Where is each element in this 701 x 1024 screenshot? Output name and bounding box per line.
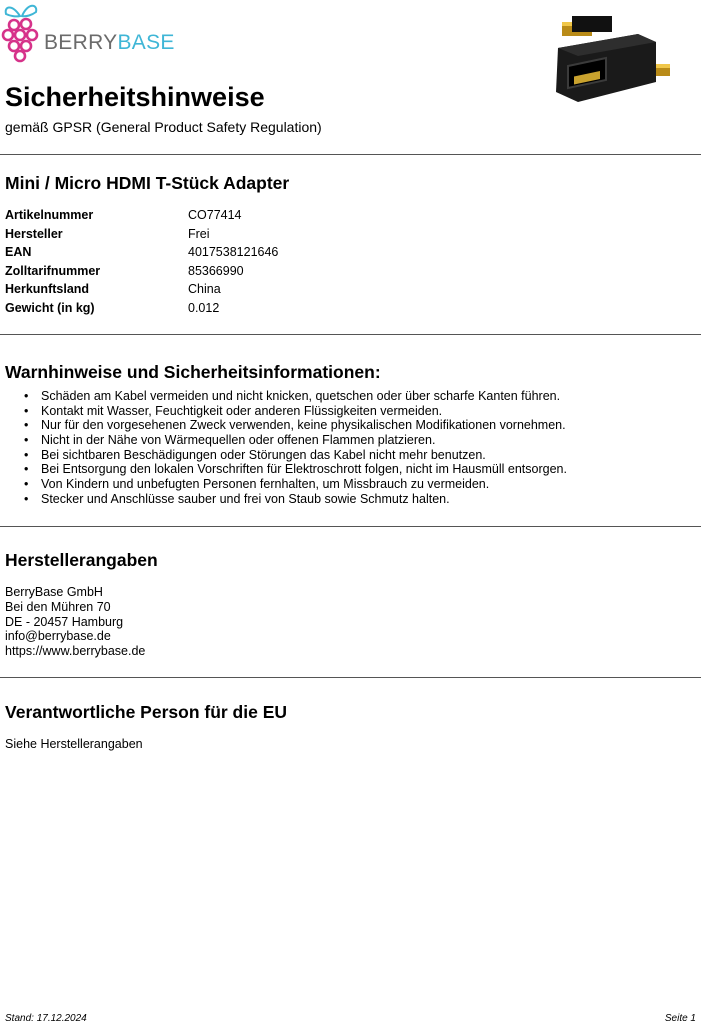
spec-row-ean xyxy=(5,243,278,262)
bullet: • xyxy=(24,433,29,448)
spec-label: Herkunftsland xyxy=(5,282,90,296)
manufacturer-address xyxy=(5,585,145,659)
brand-wordmark-part1: BERRY xyxy=(44,31,118,54)
bullet: • xyxy=(24,447,29,462)
list-item xyxy=(24,477,567,492)
list-item xyxy=(24,418,567,433)
brand-wordmark xyxy=(44,31,175,55)
spec-row-weight xyxy=(5,299,278,318)
bullet: • xyxy=(24,418,29,433)
warning-text: Schäden am Kabel vermeiden und nicht knicken, quetschen oder über scharfe Kanten führen. xyxy=(41,389,561,403)
spec-label: EAN xyxy=(5,245,32,259)
manufacturer-city: DE - 20457 Hamburg xyxy=(5,614,124,629)
spec-label: Zolltarifnummer xyxy=(5,263,101,278)
warnings-title: Warnhinweise und Sicherheitsinformationen: xyxy=(5,362,381,382)
spec-row-article-number xyxy=(5,206,278,225)
warning-text: Stecker und Anschlüsse sauber und frei von Staub sowie Schmutz halten. xyxy=(41,491,450,506)
spec-label: Artikelnummer xyxy=(5,208,94,222)
manufacturer-email: info@berrybase.de xyxy=(5,629,111,644)
warning-text: Nur für den vorgesehenen Zweck verwenden, keine physikalischen Modifikationen vornehmen. xyxy=(41,418,566,433)
list-item xyxy=(24,404,567,419)
divider xyxy=(0,334,701,335)
bullet: • xyxy=(24,389,29,403)
brand-wordmark-part2: BASE xyxy=(117,31,175,54)
manufacturer-website: https://www.berrybase.de xyxy=(5,644,146,659)
spec-value: 4017538121646 xyxy=(188,245,279,259)
manufacturer-title: Herstellerangaben xyxy=(5,550,158,570)
footer-page-number: Seite 1 xyxy=(664,1013,696,1024)
list-item xyxy=(24,448,567,463)
bullet: • xyxy=(24,477,29,492)
brand-logo xyxy=(0,0,180,70)
warning-text: Nicht in der Nähe von Wärmequellen oder offenen Flammen platzieren. xyxy=(41,433,436,448)
warning-text: Bei sichtbaren Beschädigungen oder Störungen das Kabel nicht mehr benutzen. xyxy=(41,447,486,462)
eu-text: Siehe Herstellerangaben xyxy=(5,737,143,751)
spec-label: Gewicht (in kg) xyxy=(5,300,95,315)
berry-logo-icon xyxy=(0,0,44,66)
spec-value: 85366990 xyxy=(188,263,244,278)
list-item xyxy=(24,462,567,477)
spec-table xyxy=(5,206,278,317)
spec-row-manufacturer xyxy=(5,225,278,244)
bullet: • xyxy=(24,462,29,477)
product-title: Mini / Micro HDMI T-Stück Adapter xyxy=(5,173,290,193)
manufacturer-street: Bei den Mühren 70 xyxy=(5,599,111,614)
footer-date: Stand: 17.12.2024 xyxy=(5,1013,87,1024)
warning-text: Bei Entsorgung den lokalen Vorschriften für Elektroschrott folgen, nicht im Hausmüll entsorgen. xyxy=(41,462,567,477)
spec-value: CO77414 xyxy=(188,208,242,222)
list-item xyxy=(24,389,567,404)
list-item xyxy=(24,433,567,448)
spec-value: China xyxy=(188,282,221,296)
spec-row-customs-number xyxy=(5,262,278,281)
eu-title: Verantwortliche Person für die EU xyxy=(5,702,288,722)
spec-value: 0.012 xyxy=(188,300,220,315)
divider xyxy=(0,154,701,155)
bullet: • xyxy=(24,491,29,506)
page-title: Sicherheitshinweise xyxy=(5,82,265,112)
warnings-list xyxy=(24,389,567,507)
page-subtitle: gemäß GPSR (General Product Safety Regulation) xyxy=(5,119,322,135)
divider xyxy=(0,526,701,527)
manufacturer-name: BerryBase GmbH xyxy=(5,585,103,599)
bullet: • xyxy=(24,403,29,418)
spec-label: Hersteller xyxy=(5,226,63,241)
spec-value: Frei xyxy=(188,226,210,241)
hdmi-adapter-image xyxy=(548,8,678,108)
divider xyxy=(0,677,701,678)
list-item xyxy=(24,492,567,507)
spec-row-origin xyxy=(5,280,278,299)
warning-text: Kontakt mit Wasser, Feuchtigkeit oder anderen Flüssigkeiten vermeiden. xyxy=(41,403,443,418)
warning-text: Von Kindern und unbefugten Personen fernhalten, um Missbrauch zu vermeiden. xyxy=(41,477,490,492)
